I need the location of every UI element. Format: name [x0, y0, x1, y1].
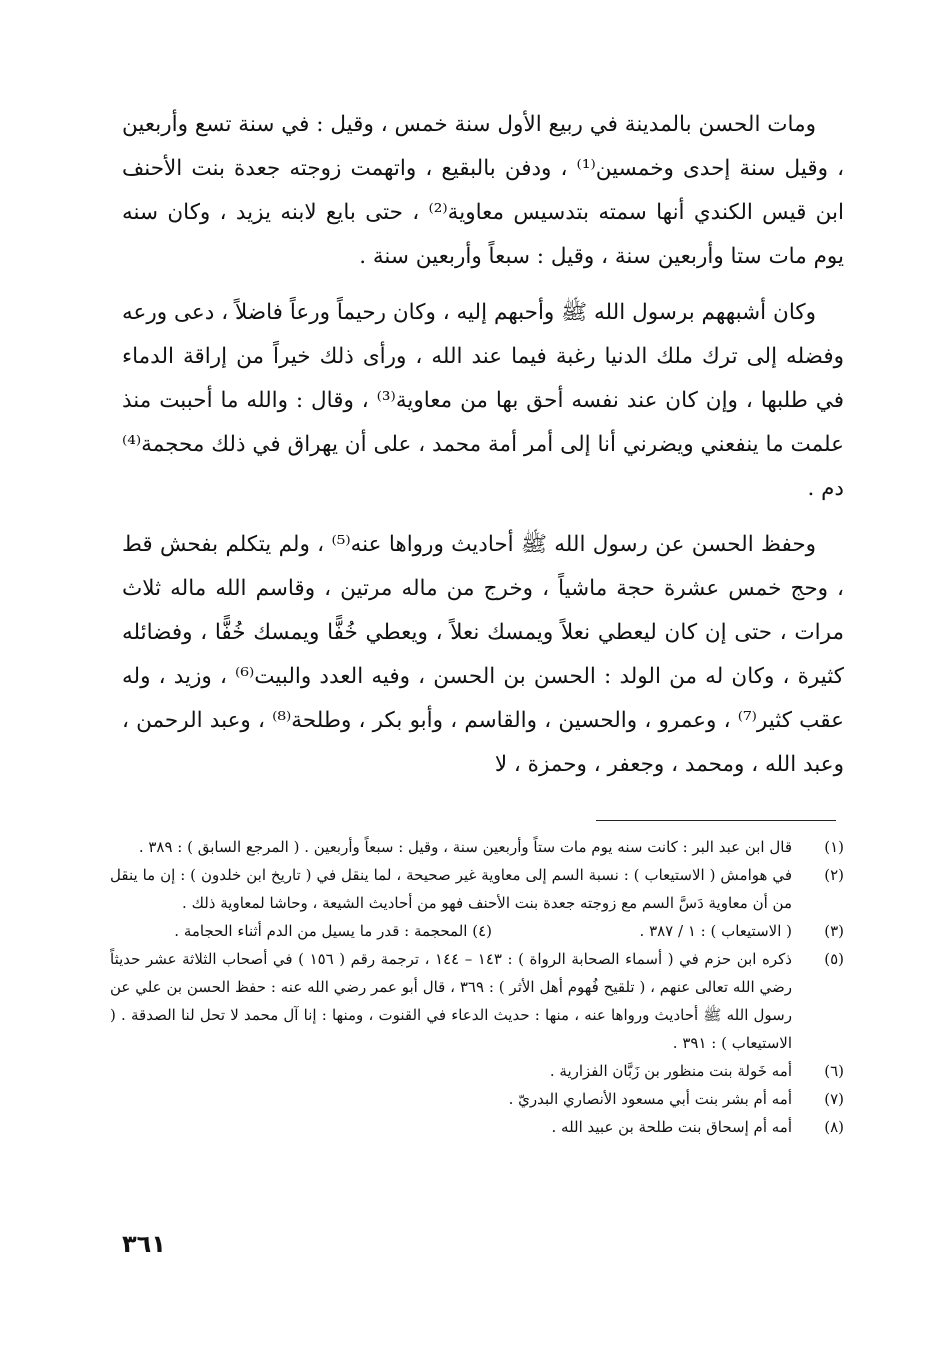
footnote	[110, 1085, 844, 1113]
footnote	[110, 1057, 844, 1085]
footnote-text: أمه أم بشر بنت أبي مسعود الأنصاري البدريّ .	[508, 1090, 792, 1108]
footnote-number: (٢)	[824, 866, 844, 884]
footnote-text: في هوامش ( الاستيعاب ) : نسبة السم إلى معاوية غير صحيحة ، لما ينقل في ( تاريخ ابن خلدون ) : إن ما ينقل من أن معاوية دَسَّ السم مع زوجته جعدة بنت الأحنف فهو من أحاديث الشيعة ، وحاشا لمعاوية ذلك .	[110, 866, 792, 912]
footnote-number: (٥)	[824, 950, 844, 968]
footnote-number: (٦)	[824, 1062, 844, 1080]
footnote-text: أمه أم إسحاق بنت طلحة بن عبيد الله .	[551, 1118, 792, 1136]
main-text	[122, 103, 844, 787]
footnote-separator	[596, 820, 836, 821]
footnote-number: (٨)	[824, 1118, 844, 1136]
footnote-number: (٧)	[824, 1090, 844, 1108]
paragraph: وحفظ الحسن عن رسول الله ﷺ أحاديث ورواها عنه⁽⁵⁾ ، ولم يتكلم بفحش قط ، وحج خمس عشرة حجة ماشياً ، وخرج من ماله مرتين ، وقاسم الله ماله ثلاث مرات ، حتى إن كان ليعطي نعلاً ويمسك نعلاً ، ويعطي خُفًّا ويمسك خُفًّا ، وفضائله كثيرة ، وكان له من الولد : الحسن بن الحسن ، وفيه العدد والبيت⁽⁶⁾ ، وزيد ، وله عقب كثير⁽⁷⁾ ، وعمرو ، والحسين ، والقاسم ، وأبو بكر ، وطلحة⁽⁸⁾ ، وعبد الرحمن ، وعبد الله ، ومحمد ، وجعفر ، وحمزة ، لا	[122, 532, 844, 777]
footnotes	[110, 833, 844, 1141]
footnote-number: (١)	[824, 838, 844, 856]
footnote-text: قال ابن عبد البر : كانت سنه يوم مات ستاً وأربعين سنة ، وقيل : سبعاً وأربعين . ( المرجع السابق ) : ٣٨٩ .	[138, 838, 792, 856]
footnote-number: (٣)	[824, 922, 844, 940]
footnote-text: ذكره ابن حزم في ( أسماء الصحابة الرواة ) : ١٤٣ – ١٤٤ ، ترجمة رقم ( ١٥٦ ) في أصحاب الثلاثة عشر حديثاً رضي الله تعالى عنهم ، ( تلقيح فُهوم أهل الأثر ) : ٣٦٩ ، قال أبو عمر رضي الله عنه : حفظ الحسن بن علي عن رسول الله ﷺ أحاديث ورواها عنه ، منها : حديث الدعاء في القنوت ، ومنها : إنا آل محمد لا تحل لنا الصدقة . ( الاستيعاب ) : ٣٩١ .	[110, 950, 792, 1052]
paragraph: ومات الحسن بالمدينة في ربيع الأول سنة خمس ، وقيل : في سنة تسع وأربعين ، وقيل سنة إحدى وخمسين⁽¹⁾ ، ودفن بالبقيع ، واتهمت زوجته جعدة بنت الأحنف ابن قيس الكندي أنها سمته بتدسيس معاوية⁽²⁾ ، حتى بايع لابنه يزيد ، وكان سنه يوم مات ستا وأربعين سنة ، وقيل : سبعاً وأربعين سنة .	[122, 112, 845, 269]
footnote	[110, 945, 844, 1057]
footnote-text: (٤) المحجمة : قدر ما يسيل من الدم أثناء الحجامة .	[174, 922, 492, 940]
footnote	[110, 833, 844, 861]
footnote	[110, 1113, 844, 1141]
footnote	[110, 861, 844, 917]
footnote-text: ( الاستيعاب ) : ١ / ٣٨٧ .	[639, 922, 792, 940]
page-number: ٣٦١	[122, 1230, 166, 1258]
paragraph: وكان أشبههم برسول الله ﷺ وأحبهم إليه ، وكان رحيماً ورعاً فاضلاً ، دعى ورعه وفضله إلى ترك ملك الدنيا رغبة فيما عند الله ، ورأى ذلك خيراً من إراقة الدماء في طلبها ، وإن كان عند نفسه أحق بها من معاوية⁽³⁾ ، وقال : والله ما أحببت منذ علمت ما ينفعني ويضرني أنا إلى أمر أمة محمد ، على أن يهراق في ذلك محجمة⁽⁴⁾ دم .	[122, 300, 844, 501]
footnote	[110, 917, 844, 945]
footnote-text: أمه خَولة بنت منظور بن زَبَّان الفزارية .	[549, 1062, 792, 1080]
